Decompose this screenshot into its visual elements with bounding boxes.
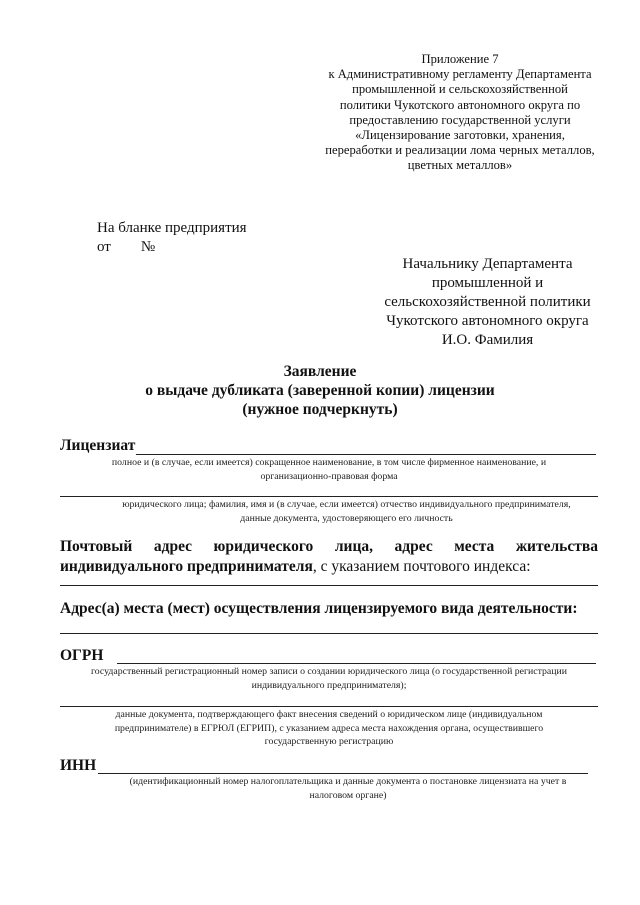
appendix-line: предоставлению государственной услуги <box>349 112 571 127</box>
hint-text: индивидуального предпринимателя); <box>251 679 407 691</box>
inn-hint <box>98 775 598 802</box>
letterhead-label: На бланке предприятия <box>97 220 247 236</box>
licensee-hint-1 <box>60 456 598 483</box>
hint-text: организационно-правовая форма <box>260 470 398 482</box>
hint-text: предпринимателе) в ЕГРЮЛ (ЕГРИП), с указанием адреса места нахождения органа, осуществившего <box>114 722 544 734</box>
postal-address-rest: , с указанием почтового индекса: <box>312 557 531 575</box>
licensee-label: Лицензиат <box>60 437 136 454</box>
ogrn-label: ОГРН <box>60 647 104 664</box>
ogrn-field[interactable] <box>117 663 596 664</box>
inn-label: ИНН <box>60 757 97 774</box>
licensee-details-field[interactable] <box>60 496 598 497</box>
number-sign: № <box>140 239 156 255</box>
appendix-line: переработки и реализации лома черных металлов, <box>325 143 595 158</box>
licensee-name-field[interactable] <box>136 454 596 455</box>
appendix-line: политики Чукотского автономного округа по <box>339 97 581 112</box>
licensee-hint-2 <box>95 498 598 525</box>
ogrn-hint-2 <box>60 708 598 749</box>
addressee-line: промышленной и <box>431 275 544 291</box>
addressee-block <box>375 255 600 350</box>
inn-field[interactable] <box>98 773 588 774</box>
hint-text: (идентификационный номер налогоплательщика и данные документа о постановке лицензиата на учет в <box>129 776 567 787</box>
addressee-line: И.О. Фамилия <box>441 332 534 348</box>
document-title <box>100 362 540 419</box>
hint-text: налоговом органе) <box>309 789 387 801</box>
appendix-block <box>300 52 620 174</box>
postal-address-bold: Почтовый адрес юридического лица, адрес места жительства индивидуального предпринимателя <box>60 538 598 575</box>
hint-text: государственный регистрационный номер записи о создании юридического лица (о государственной регистрации <box>91 666 567 677</box>
title-line-1: Заявление <box>283 363 357 380</box>
hint-text: данные документа, удостоверяющего его личность <box>240 512 453 524</box>
hint-text: юридического лица; фамилия, имя и (в случае, если имеется) отчество индивидуального предпринимателя, <box>122 499 571 510</box>
addressee-line: Чукотского автономного округа <box>386 313 589 329</box>
addressee-line: сельскохозяйственной политики <box>384 294 591 310</box>
title-line-3: (нужное подчеркнуть) <box>242 401 398 418</box>
postal-address-label <box>60 537 598 576</box>
appendix-line: промышленной и сельскохозяйственной <box>352 82 568 97</box>
ogrn-details-field[interactable] <box>60 706 598 707</box>
appendix-line: цветных металлов» <box>407 158 513 173</box>
date-number-row <box>97 238 247 257</box>
appendix-line: Приложение 7 <box>421 52 499 66</box>
addressee-line: Начальнику Департамента <box>402 256 573 272</box>
ogrn-hint-1 <box>60 665 598 692</box>
appendix-line: к Административному регламенту Департамента <box>328 67 592 82</box>
hint-text: данные документа, подтверждающего факт внесения сведений о юридическом лице (индивидуальном <box>115 709 543 720</box>
appendix-line: «Лицензирование заготовки, хранения, <box>355 128 565 143</box>
postal-address-field[interactable] <box>60 585 598 586</box>
hint-text: государственную регистрацию <box>264 736 394 747</box>
title-line-2: о выдаче дубликата (заверенной копии) лицензии <box>145 382 495 399</box>
hint-text: полное и (в случае, если имеется) сокращенное наименование, в том числе фирменное наименование, и <box>111 457 547 468</box>
activity-address-field[interactable] <box>60 633 598 634</box>
activity-address-label: Адрес(а) места (мест) осуществления лицензируемого вида деятельности: <box>60 600 578 617</box>
from-label: от <box>97 239 111 255</box>
letterhead-note <box>97 219 247 257</box>
